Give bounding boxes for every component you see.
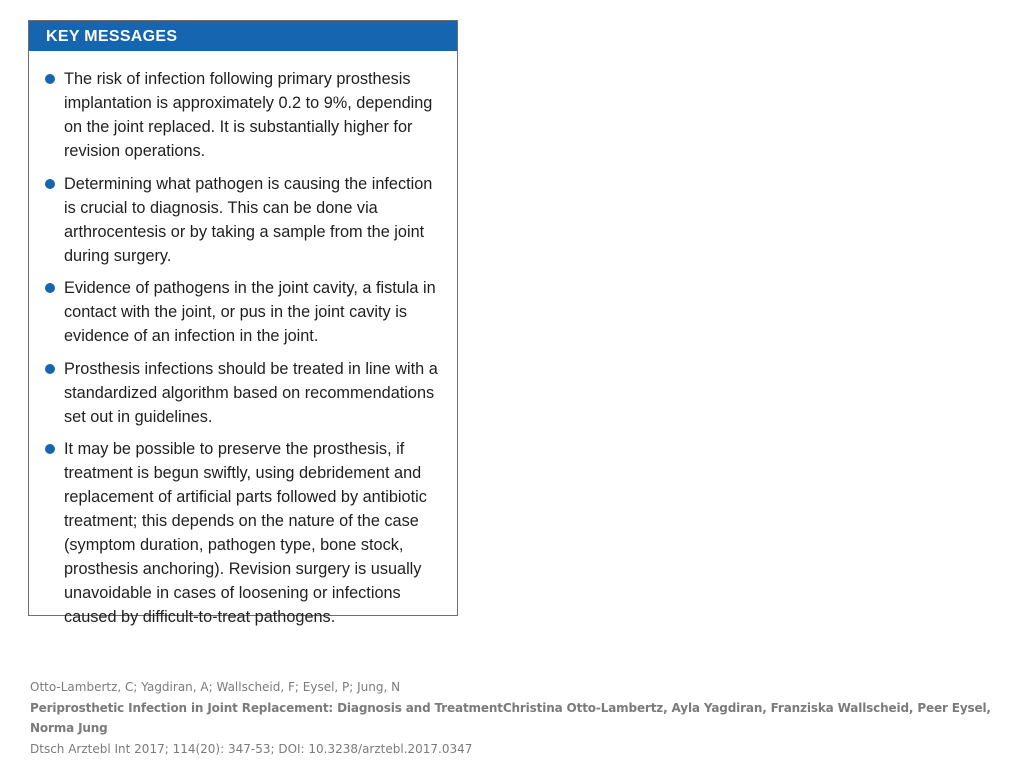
key-messages-list xyxy=(29,51,457,629)
key-message-item xyxy=(44,357,445,429)
bullet-icon xyxy=(45,179,55,189)
bullet-icon xyxy=(45,74,55,84)
key-message-text: Determining what pathogen is causing the infection is crucial to diagnosis. This can be done via arthrocentesis or by taking a sample from the joint during surgery. xyxy=(64,174,433,265)
bullet-icon xyxy=(45,283,55,293)
key-messages-box xyxy=(28,20,458,626)
key-message-item xyxy=(44,172,445,268)
citation xyxy=(30,677,1010,759)
key-message-item xyxy=(44,67,445,163)
key-message-item xyxy=(44,276,445,348)
key-message-text: Prosthesis infections should be treated in line with a standardized algorithm based on recommendations set out in guidelines. xyxy=(64,359,438,426)
bullet-icon xyxy=(45,444,55,454)
key-messages-title: KEY MESSAGES xyxy=(29,21,457,51)
key-message-item xyxy=(44,437,445,629)
key-message-text: Evidence of pathogens in the joint cavity, a fistula in contact with the joint, or pus in the joint cavity is evidence of an infection in the joint. xyxy=(64,279,436,345)
key-message-text: The risk of infection following primary prosthesis implantation is approximately 0.2 to 9%, depending on the joint replaced. It is substantially higher for revision operations. xyxy=(64,70,433,160)
citation-authors: Otto-Lambertz, C; Yagdiran, A; Wallscheid, F; Eysel, P; Jung, N xyxy=(30,680,401,694)
citation-title: Periprosthetic Infection in Joint Replacement: Diagnosis and TreatmentChristina Otto-Lambertz, Ayla Yagdiran, Franziska Wallscheid, Peer Eysel, Norma Jung xyxy=(30,700,991,735)
bullet-icon xyxy=(45,364,55,374)
citation-source: Dtsch Arztebl Int 2017; 114(20): 347-53; DOI: 10.3238/arztebl.2017.0347 xyxy=(30,741,473,756)
key-message-text: It may be possible to preserve the prosthesis, if treatment is begun swiftly, using debridement and replacement of artificial parts followed by antibiotic treatment; this depends on the nature of the case (symptom duration, pathogen type, bone stock, prosthesis anchoring). Revision surgery is usually unavoidable in cases of loosening or infections caused by difficult-to-treat pathogens. xyxy=(64,440,427,626)
